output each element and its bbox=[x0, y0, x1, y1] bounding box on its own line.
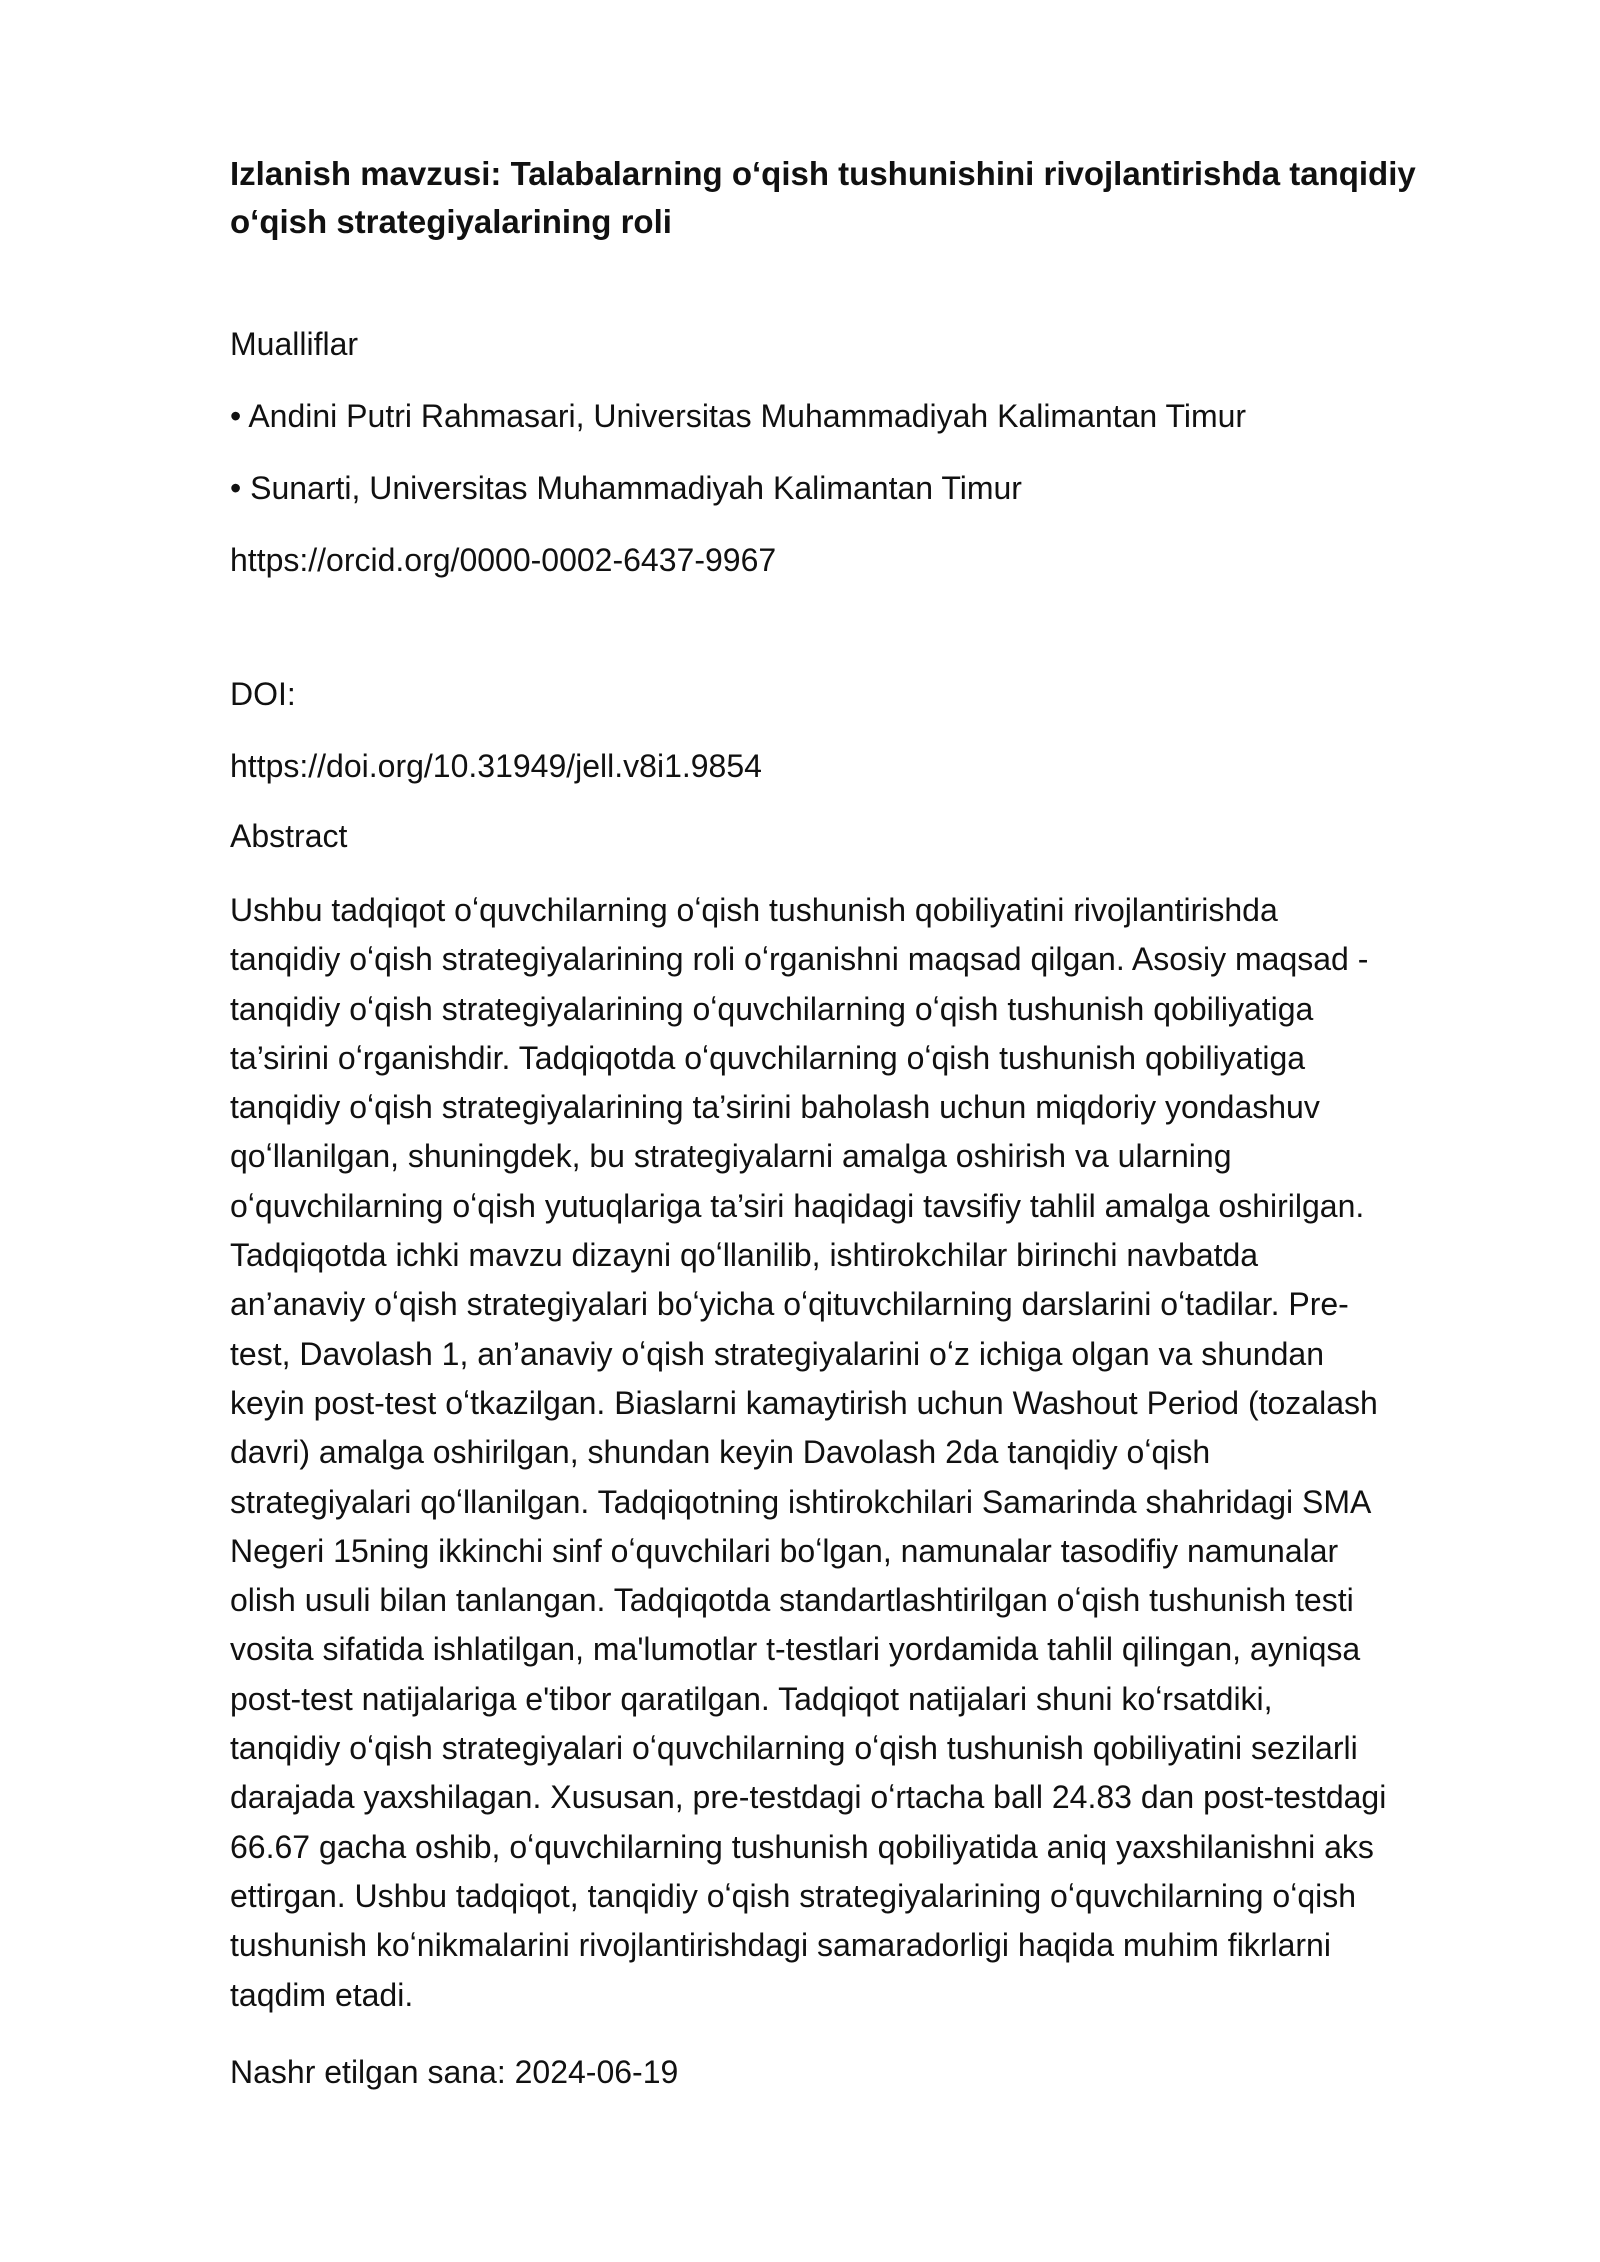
author-item-2: • Sunarti, Universitas Muhammadiyah Kalimantan Timur bbox=[230, 470, 1022, 506]
abstract-line: qoʻllanilgan, shuningdek, bu strategiyalarni amalga oshirish va ularning bbox=[230, 1138, 1232, 1175]
abstract-line: tanqidiy oʻqish strategiyalari oʻquvchilarning oʻqish tushunish qobiliyatini sezilarli bbox=[230, 1730, 1358, 1767]
abstract-line: tanqidiy oʻqish strategiyalarining ta’sirini baholash uchun miqdoriy yondashuv bbox=[230, 1089, 1320, 1126]
abstract-line: post-test natijalariga e'tibor qaratilgan. Tadqiqot natijalari shuni koʻrsatdiki, bbox=[230, 1680, 1273, 1717]
author-item-1: • Andini Putri Rahmasari, Universitas Muhammadiyah Kalimantan Timur bbox=[230, 398, 1247, 434]
abstract-line: strategiyalari qoʻllanilgan. Tadqiqotning ishtirokchilari Samarinda shahridagi SMA bbox=[230, 1483, 1372, 1520]
abstract-line: olish usuli bilan tanlangan. Tadqiqotda standartlashtirilgan oʻqish tushunish testi bbox=[230, 1582, 1354, 1619]
orcid-link[interactable]: https://orcid.org/0000-0002-6437-9967 bbox=[230, 542, 777, 578]
abstract-line: oʻquvchilarning oʻqish yutuqlariga ta’siri haqidagi tavsifiy tahlil amalga oshirilgan. bbox=[230, 1187, 1365, 1224]
document-page bbox=[230, 150, 1490, 2092]
abstract-line: tanqidiy oʻqish strategiyalarining roli oʻrganishni maqsad qilgan. Asosiy maqsad - bbox=[230, 941, 1369, 978]
abstract-line: Tadqiqotda ichki mavzu dizayni qoʻllanilib, ishtirokchilar birinchi navbatda bbox=[230, 1237, 1259, 1274]
abstract-line: 66.67 gacha oshib, oʻquvchilarning tushunish qobiliyatida aniq yaxshilanishni aks bbox=[230, 1828, 1374, 1865]
abstract-line: test, Davolash 1, an’anaviy oʻqish strategiyalarini oʻz ichiga olgan va shundan bbox=[230, 1335, 1324, 1372]
abstract-line: vosita sifatida ishlatilgan, ma'lumotlar t-testlari yordamida tahlil qilingan, ayniqsa bbox=[230, 1631, 1361, 1668]
abstract-text bbox=[230, 886, 1490, 2020]
document-title: Izlanish mavzusi: Talabalarning oʻqish tushunishini rivojlantirishda tanqidiy oʻqish strategiyalarining roli bbox=[230, 155, 1416, 240]
abstract-line: tanqidiy oʻqish strategiyalarining oʻquvchilarning oʻqish tushunish qobiliyatiga bbox=[230, 990, 1314, 1027]
abstract-line: keyin post-test oʻtkazilgan. Biaslarni kamaytirish uchun Washout Period (tozalash bbox=[230, 1384, 1378, 1421]
abstract-line: taqdim etadi. bbox=[230, 1976, 414, 2013]
abstract-line: Negeri 15ning ikkinchi sinf oʻquvchilari boʻlgan, namunalar tasodifiy namunalar bbox=[230, 1532, 1339, 1569]
abstract-line: ta’sirini oʻrganishdir. Tadqiqotda oʻquvchilarning oʻqish tushunish qobiliyatiga bbox=[230, 1039, 1306, 1076]
abstract-line: ettirgan. Ushbu tadqiqot, tanqidiy oʻqish strategiyalarining oʻquvchilarning oʻqish bbox=[230, 1877, 1357, 1914]
authors-label: Mualliflar bbox=[230, 326, 359, 362]
abstract-label: Abstract bbox=[230, 818, 348, 854]
abstract-line: Ushbu tadqiqot oʻquvchilarning oʻqish tushunish qobiliyatini rivojlantirishda bbox=[230, 892, 1278, 928]
abstract-line: an’anaviy oʻqish strategiyalari boʻyicha oʻqituvchilarning darslarini oʻtadilar. Pre- bbox=[230, 1286, 1349, 1323]
abstract-line: darajada yaxshilagan. Xususan, pre-testdagi oʻrtacha ball 24.83 dan post-testdagi bbox=[230, 1779, 1387, 1816]
doi-link[interactable]: https://doi.org/10.31949/jell.v8i1.9854 bbox=[230, 748, 762, 784]
published-date: Nashr etilgan sana: 2024-06-19 bbox=[230, 2053, 679, 2090]
abstract-line: tushunish koʻnikmalarini rivojlantirishdagi samaradorligi haqida muhim fikrlarni bbox=[230, 1927, 1331, 1964]
abstract-line: davri) amalga oshirilgan, shundan keyin Davolash 2da tanqidiy oʻqish bbox=[230, 1434, 1211, 1471]
doi-label: DOI: bbox=[230, 676, 296, 712]
